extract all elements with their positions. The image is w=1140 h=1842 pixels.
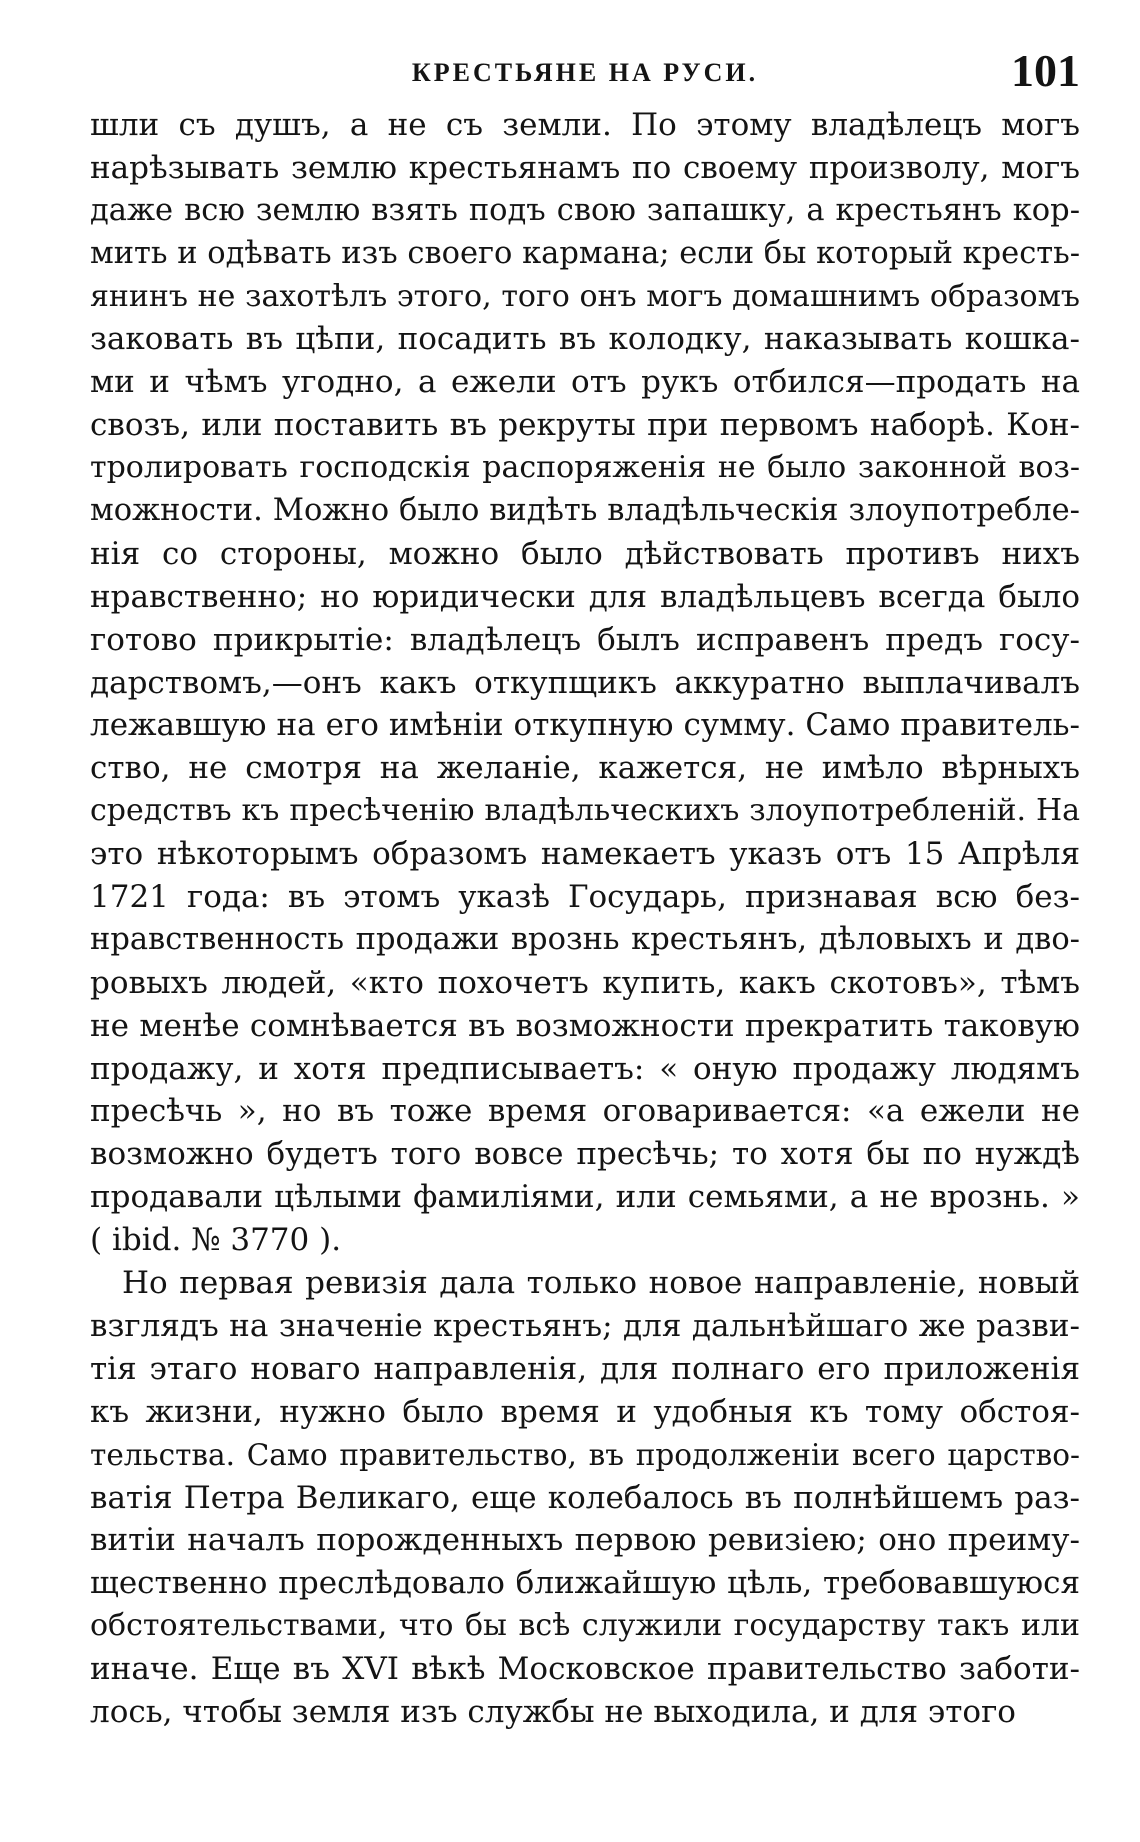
text-line: взглядъ на значеніе крестьянъ; для дальнѣйшаго же разви-: [90, 1307, 1080, 1344]
text-line: ( ibid. № 3770 ).: [90, 1222, 342, 1259]
text-line: Но первая ревизія дала только новое направленіе, новый: [122, 1265, 1080, 1302]
text-line: не менѣе сомнѣвается въ возможности прекратить таковую: [90, 1007, 1080, 1044]
text-line: свозъ, или поставить въ рекруты при первомъ наборѣ. Кон-: [90, 407, 1080, 444]
text-line: шли съ душъ, а не съ земли. По этому владѣлецъ могъ: [90, 107, 1080, 143]
text-line: къ жизни, нужно было время и удобныя къ тому обстоя-: [90, 1393, 1080, 1430]
text-line: ватія Петра Великаго, еще колебалось въ полнѣйшемъ раз-: [90, 1479, 1080, 1516]
running-title: КРЕСТЬЯНЕ НА РУСИ.: [411, 58, 759, 87]
text-line: можности. Можно было видѣть владѣльческія злоупотребле-: [90, 493, 1080, 529]
text-line: витіи началъ порожденныхъ первою ревизіею; оно преиму-: [90, 1522, 1080, 1559]
text-line: мить и одѣвать изъ своего кармана; если бы который кресть-: [90, 235, 1080, 271]
text-line: 1721 года: въ этомъ указѣ Государь, признавая всю без-: [90, 879, 1080, 916]
text-line: нравственность продажи врознь крестьянъ, дѣловыхъ и дво-: [90, 921, 1080, 957]
text-line: обстоятельствами, что бы всѣ служили государству такъ или: [90, 1608, 1080, 1644]
text-line: тельства. Само правительство, въ продолженіи всего царство-: [90, 1437, 1080, 1472]
text-line: готово прикрытіе: владѣлецъ былъ исправенъ предъ госу-: [90, 621, 1080, 658]
text-line: ровыхъ людей, «кто похочетъ купить, какъ скотовъ», тѣмъ: [90, 964, 1080, 1001]
text-line: даже всю землю взять подъ свою запашку, а крестьянъ кор-: [90, 192, 1080, 228]
page-number: 101: [1011, 45, 1080, 96]
text-line: лось, чтобы земля изъ службы не выходила, и для этого: [90, 1693, 1016, 1730]
text-line: это нѣкоторымъ образомъ намекаетъ указъ отъ 15 Апрѣля: [90, 836, 1080, 873]
body-text: [90, 104, 1080, 1734]
text-line: иначе. Еще въ XVI вѣкѣ Московское правительство заботи-: [90, 1651, 1080, 1688]
text-line: заковать въ цѣпи, посадить въ колодку, наказывать кошка-: [90, 321, 1080, 358]
text-line: нарѣзывать землю крестьянамъ по своему произволу, могъ: [90, 149, 1080, 186]
text-line: пресѣчь », но въ тоже время оговаривается: «а ежели не: [90, 1093, 1080, 1130]
text-line: возможно будетъ того вовсе пресѣчь; то хотя бы по нуждѣ: [90, 1136, 1080, 1173]
text-line: ство, не смотря на желаніе, кажется, не имѣло вѣрныхъ: [90, 750, 1080, 787]
text-line: тролировать господскія распоряженія не было законной воз-: [90, 450, 1080, 486]
paragraph: [90, 1262, 1080, 1734]
text-line: продажу, и хотя предписываетъ: « оную продажу людямъ: [90, 1050, 1080, 1087]
text-line: лежавшую на его имѣніи откупную сумму. Само правитель-: [90, 707, 1080, 744]
text-line: нравственно; но юридически для владѣльцевъ всегда было: [90, 578, 1080, 615]
text-line: средствъ къ пресѣченію владѣльческихъ злоупотребленій. На: [90, 793, 1080, 829]
text-line: щественно преслѣдовало ближайшую цѣль, требовавшуюся: [90, 1565, 1080, 1602]
text-line: тія этаго новаго направленія, для полнаго его приложенія: [90, 1350, 1080, 1387]
text-line: нія со стороны, можно было дѣйствовать противъ нихъ: [90, 535, 1080, 572]
text-line: продавали цѣлыми фамиліями, или семьями, а не врознь. »: [90, 1179, 1080, 1216]
text-line: ми и чѣмъ угодно, а ежели отъ рукъ отбился—продать на: [90, 364, 1080, 401]
text-line: дарствомъ,—онъ какъ откупщикъ аккуратно выплачивалъ: [90, 664, 1080, 701]
page-header: [90, 44, 1080, 104]
paragraph: [90, 104, 1080, 1262]
text-line: янинъ не захотѣлъ этого, того онъ могъ домашнимъ образомъ: [90, 278, 1080, 314]
